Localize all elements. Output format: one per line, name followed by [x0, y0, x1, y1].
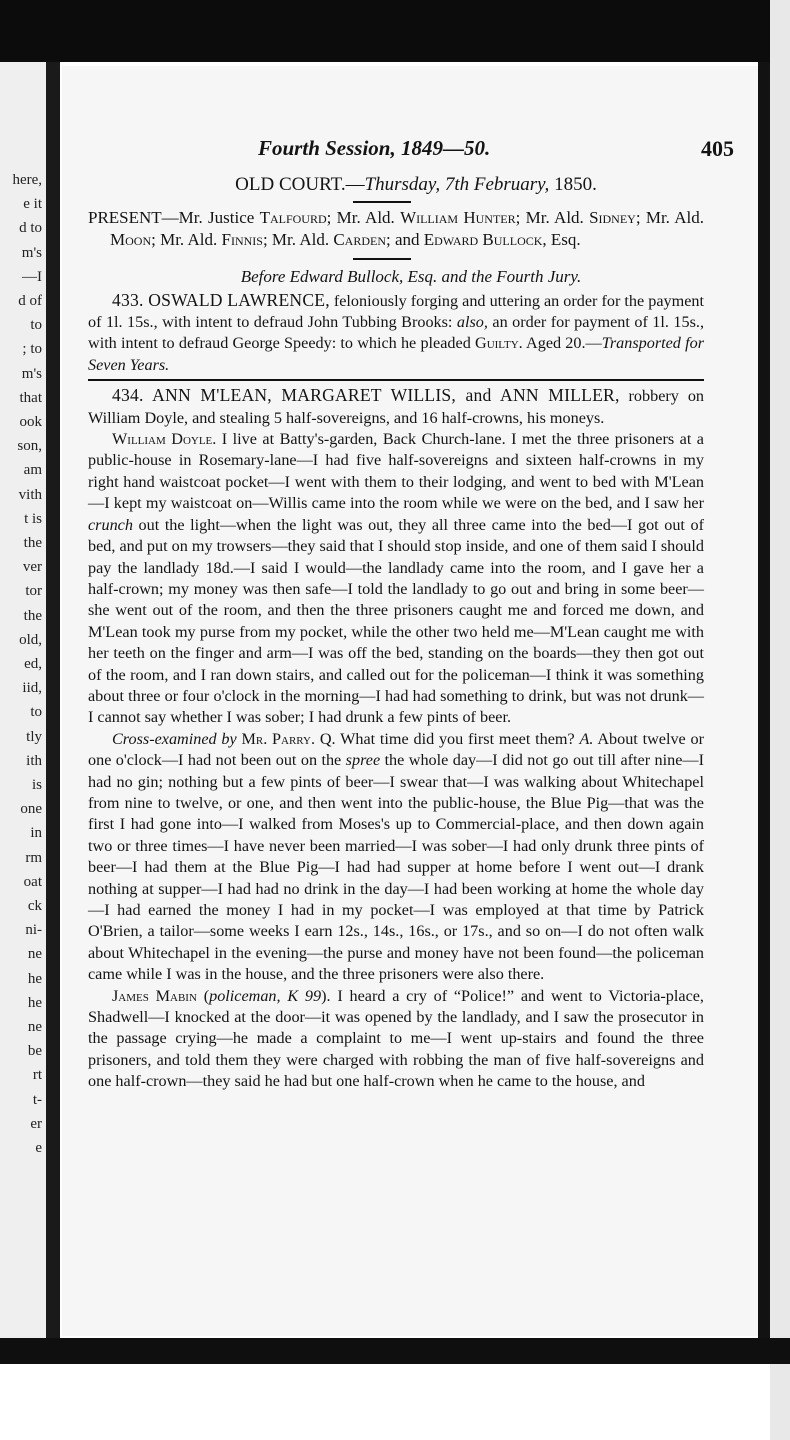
previous-page-fragment: t- — [32, 1091, 42, 1108]
case-text: also, — [456, 313, 488, 332]
previous-page-fragment: old, — [19, 631, 42, 648]
case-heading: 433. OSWALD LAWRENCE, — [112, 289, 330, 310]
previous-page-fragment: ne — [27, 946, 42, 963]
running-title: Fourth Session, 1849—50. — [258, 136, 491, 160]
previous-page-fragment: am — [23, 462, 42, 479]
alderman-name: Carden — [333, 229, 386, 249]
court-date: Thursday, 7th February, — [364, 174, 550, 195]
alderman-name: William Hunter — [400, 208, 516, 228]
witness-role: policeman, K 99 — [209, 986, 322, 1005]
testimony-text: out the light—when the light was out, they all three came into the bed—I got out of bed, and put on my trowsers—they said that I should stop inside, and one of them said I should pay the landlady 18d.—I said I would—the landlady came into the room, and I gave her a half-crown; my money was then safe—I told the landlady to go out and bring in some beer—she went out of the room, and then the three prisoners caught me and forced me down, and M'Lean took my purse from my pocket, while the other two held me—M'Lean caught me with her teeth on the finger and arm—I was off the bed, standing on the boards—they then got out of the room, and I ran down stairs, and called out for the policeman—I think it was something about three or four o'clock in the morning—I had had something to drink, but was not drunk—I cannot say whether I was sober; I had drunk a few pints of beer. — [88, 515, 704, 727]
testimony-text: crunch — [88, 515, 133, 534]
question-text: . Q. What time did you first meet them? — [311, 729, 580, 748]
scan-top-border — [0, 0, 790, 62]
case-text: robbery on William Doyle, and stealing 5 half-sovereigns, and 16 half-crowns, his moneys. — [88, 387, 705, 427]
previous-page-fragment: that — [19, 389, 42, 406]
previous-page-fragment: e — [35, 1140, 42, 1156]
case-text: . Aged 20.— — [518, 334, 602, 353]
testimony-text: spree — [345, 751, 381, 770]
short-rule — [353, 258, 411, 260]
judge-name: Talfourd — [259, 208, 327, 228]
present-text: PRESENT—Mr. Justice — [88, 208, 260, 228]
witness-name: James Mabin — [112, 986, 197, 1005]
previous-page-fragment: son, — [17, 438, 42, 455]
present-text: ; Mr. Ald. — [515, 208, 590, 228]
previous-page-fragment: in — [30, 825, 42, 842]
present-list — [88, 207, 704, 250]
answer-marker: A. — [579, 729, 594, 748]
court-title: OLD COURT.— — [235, 174, 365, 195]
testimony-text: About twelve or one o'clock—I had not been out on the — [88, 729, 704, 770]
previous-page-fragment: be — [27, 1043, 42, 1060]
case-heading: 434. ANN M'LEAN, MARGARET WILLIS, and ANN MILLER, — [112, 385, 620, 406]
case-434 — [88, 385, 704, 429]
previous-page-fragment: to — [30, 317, 42, 334]
previous-page-fragment: tor — [25, 583, 42, 600]
scan-right-edge — [770, 0, 790, 1440]
alderman-name: Sidney — [589, 208, 636, 228]
court-year: 1850. — [549, 174, 597, 195]
previous-page-fragment: ni- — [25, 922, 42, 939]
previous-page-fragment: d to — [19, 220, 42, 237]
page-number: 405 — [701, 136, 734, 161]
case-text: feloniously forging and uttering an order for the payment of 1l. 15s., with intent to defraud John Tubbing Brooks: — [88, 291, 704, 332]
previous-page-fragment: vith — [18, 486, 42, 503]
previous-page-fragment: the — [23, 607, 42, 624]
testimony-doyle — [88, 429, 704, 729]
before-line: Before Edward Bullock, Esq. and the Fourth Jury. — [240, 267, 582, 287]
previous-page-fragment: er — [30, 1115, 42, 1132]
court-heading — [88, 174, 704, 195]
previous-page-fragment: he — [27, 994, 42, 1011]
short-rule — [353, 201, 411, 203]
book-page — [62, 66, 758, 1336]
alderman-name: Finnis — [221, 229, 263, 249]
cross-intro: Cross-examined by — [112, 729, 237, 748]
previous-page-fragment: ne — [27, 1019, 42, 1035]
present-text: ; and — [386, 229, 424, 249]
sentence: Transported for Seven Years. — [88, 334, 704, 374]
previous-page-fragment: rt — [32, 1067, 42, 1084]
testimony-text: the whole day—I did not go out till after nine—I had no gin; nothing but a few pints of beer—I swear that—I was walking about Whitechapel from nine to twelve, or one, and then went into the public-house, the Blue Pig—that was the first I had gone into—I walked from Moses's up to Commercial-place, and then down again two or three times—I have never been married—I was sober—I had only drunk three pints of beer—I had them at the Blue Pig—I had had supper at home before I went out—I drank nothing at supper—I had had no drink in the day—I had been working at home the whole day—I had earned the money I had in my pocket—I was employed at that time by Patrick O'Brien, a tailor—some weeks I earn 12s., 14s., 16s., or 17s., and so on—I do not often walk about Whitechapel in the evening—the purse and money have not been found—the policeman came while I was in the house, and the three prisoners were also there. — [88, 751, 704, 984]
previous-page-fragment: ed, — [24, 656, 42, 672]
previous-page-fragment: the — [23, 535, 42, 551]
page-content — [88, 174, 704, 1093]
previous-page-fragment: ck — [27, 898, 42, 914]
previous-page-fragment: ver — [22, 559, 42, 576]
counsel-name: Mr. Parry — [236, 729, 311, 748]
running-head — [62, 136, 734, 164]
esquire-name: Edward Bullock — [423, 229, 543, 249]
case-433 — [88, 290, 704, 377]
previous-page-fragment: d of — [18, 293, 42, 309]
previous-page-fragment: he — [27, 970, 42, 987]
previous-page-fragment: ith — [26, 752, 42, 769]
previous-page-fragment: to — [30, 704, 42, 721]
previous-page-fragment: —I — [22, 268, 42, 285]
present-text: ; Mr. Ald. — [151, 229, 222, 249]
previous-page-fragment: e it — [23, 196, 42, 213]
previous-page-fragment: oat — [23, 873, 42, 890]
previous-page-fragment: tly — [26, 728, 42, 745]
full-rule — [88, 379, 704, 381]
previous-page-fragment: ; to — [22, 341, 42, 358]
witness-name: William Doyle — [112, 430, 213, 449]
scan-bottom-border — [0, 1338, 790, 1364]
plea: Guilty — [475, 334, 519, 353]
previous-page-fragment: one — [20, 801, 42, 818]
present-text: , Esq. — [542, 229, 581, 249]
present-text: ; Mr. Ald. — [635, 208, 704, 228]
alderman-name: Moon — [110, 229, 152, 249]
testimony-text: . I heard a cry of “Police!” and went to Victoria-place, Shadwell—I knocked at the door—it was opened by the landlady, and I saw the prosecutor in the passage crying—he made a complaint to me—I went up-stairs and found the three prisoners, and told them they were charged with robbing the man of five half-sovereigns and one half-crown—they said he had but one half-crown when he came to the house, and — [88, 986, 704, 1091]
testimony-mabin: James Mabin (policeman, K 99). I heard a cry of “Police!” and went to Victoria-place, Shadwell—I knocked at the door—it was opened by the landlady, and I saw the prosecutor in the passage crying—he made a complaint to me—I went up-stairs and found the three prisoners, and told them they were charged with robbing the man of five half-sovereigns and one half-crown—they said he had but one half-crown when he came to the house, and — [88, 986, 704, 1091]
case-text: an order for payment of 1l. 15s., with intent to defraud George Speedy: to which he pleaded — [88, 313, 704, 353]
present-text: ; Mr. Ald. — [326, 208, 401, 228]
previous-page-fragment: t is — [24, 510, 42, 527]
previous-page-fragment: m's — [21, 244, 42, 261]
previous-page-edge — [0, 62, 46, 1338]
testimony-text: . I live at Batty's-garden, Back Church-lane. I met the three prisoners at a public-house in Rosemary-lane—I had five half-sovereigns and sixteen half-crowns in my right hand waistcoat pocket—I went with them to their lodging, and went to bed with M'Lean—I kept my waistcoat on—Willis came into the room while we were on the bed, and I saw her — [88, 430, 704, 513]
cross-examination — [88, 729, 704, 986]
previous-page-fragment: m's — [21, 365, 42, 382]
previous-page-fragment: ook — [19, 414, 42, 430]
previous-page-fragment: here, — [12, 172, 42, 188]
present-text: ; Mr. Ald. — [262, 229, 334, 249]
previous-page-fragment: is — [31, 777, 42, 793]
previous-page-fragment: rm — [25, 849, 42, 866]
previous-page-fragment: iid, — [22, 680, 42, 697]
